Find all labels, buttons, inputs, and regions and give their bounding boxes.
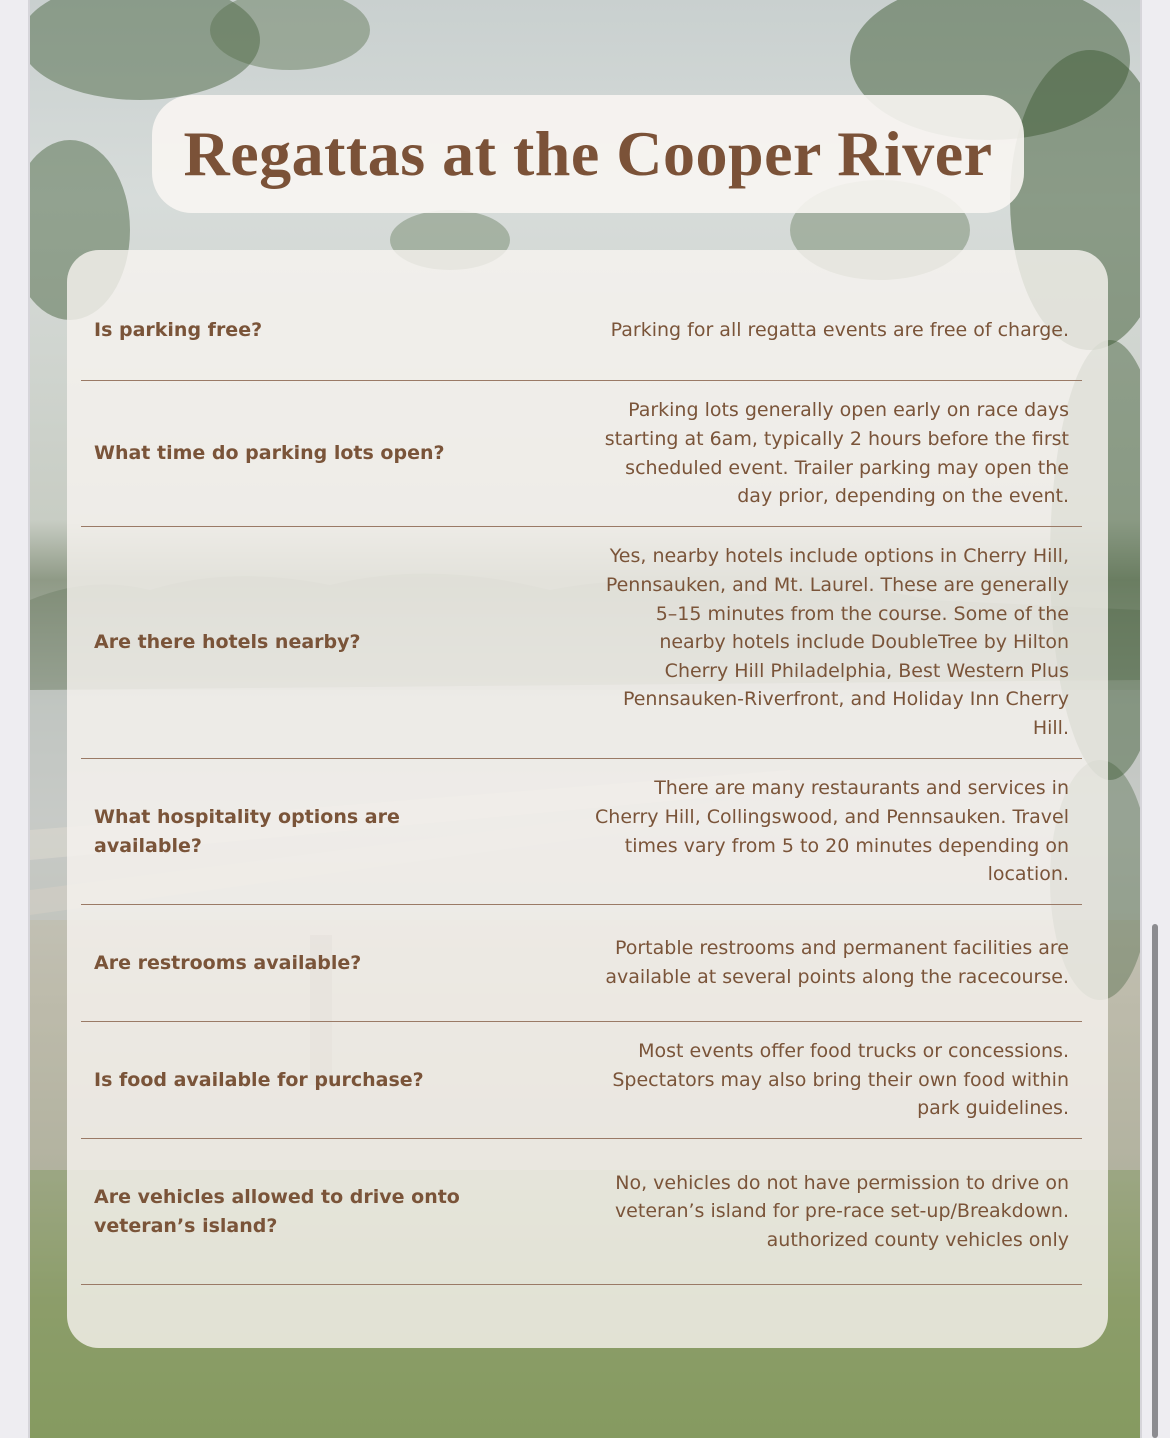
faq-row xyxy=(81,1022,1082,1139)
faq-answer: Parking for all regatta events are free of charge. xyxy=(610,318,1069,341)
faq-row xyxy=(81,1139,1082,1285)
page-title: Regattas at the Cooper River xyxy=(183,118,993,189)
faq-answer: No, vehicles do not have permission to drive on veteran’s island for pre-race set-up/Breakdown. authorized county vehicles only xyxy=(614,1171,1069,1251)
faq-answer: Most events offer food trucks or concessions. Spectators may also bring their own food within park guidelines. xyxy=(612,1040,1069,1120)
faq-question: What time do parking lots open? xyxy=(94,442,445,464)
faq-row xyxy=(81,527,1082,759)
faq-question: Is parking free? xyxy=(94,318,263,341)
faq-row xyxy=(81,381,1082,527)
title-banner xyxy=(152,95,1024,213)
faq-answer: Yes, nearby hotels include options in Cherry Hill, Pennsauken, and Mt. Laurel. These are generally 5–15 minutes from the course. Some of the nearby hotels include DoubleTree by Hilton Cherry Hill Philadelphia, Best Western Plus Pennsauken-Riverfront, and Holiday Inn Cherry Hill. xyxy=(605,545,1069,739)
scrollbar[interactable] xyxy=(1152,924,1158,1438)
faq-answer: There are many restaurants and services in Cherry Hill, Collingswood, and Pennsauken. Travel times vary from 5 to 20 minutes depending on location. xyxy=(595,777,1069,886)
faq-question: What hospitality options are available? xyxy=(94,805,400,857)
faq-answer: Parking lots generally open early on race days starting at 6am, typically 2 hours before the first scheduled event. Trailer parking may open the day prior, depending on the event. xyxy=(604,399,1069,508)
faq-question: Is food available for purchase? xyxy=(94,1068,424,1091)
page-border-left xyxy=(28,0,30,1438)
faq-row xyxy=(81,280,1082,381)
faq-row xyxy=(81,759,1082,905)
faq-row xyxy=(81,905,1082,1022)
faq-question: Are there hotels nearby? xyxy=(94,631,361,653)
faq-question: Are restrooms available? xyxy=(94,951,362,974)
page-border-right xyxy=(1140,0,1142,1438)
faq-answer: Portable restrooms and permanent facilities are available at several points along the racecourse. xyxy=(605,937,1069,988)
faq-card xyxy=(67,250,1108,1348)
faq-question: Are vehicles allowed to drive onto veteran’s island? xyxy=(94,1185,460,1237)
